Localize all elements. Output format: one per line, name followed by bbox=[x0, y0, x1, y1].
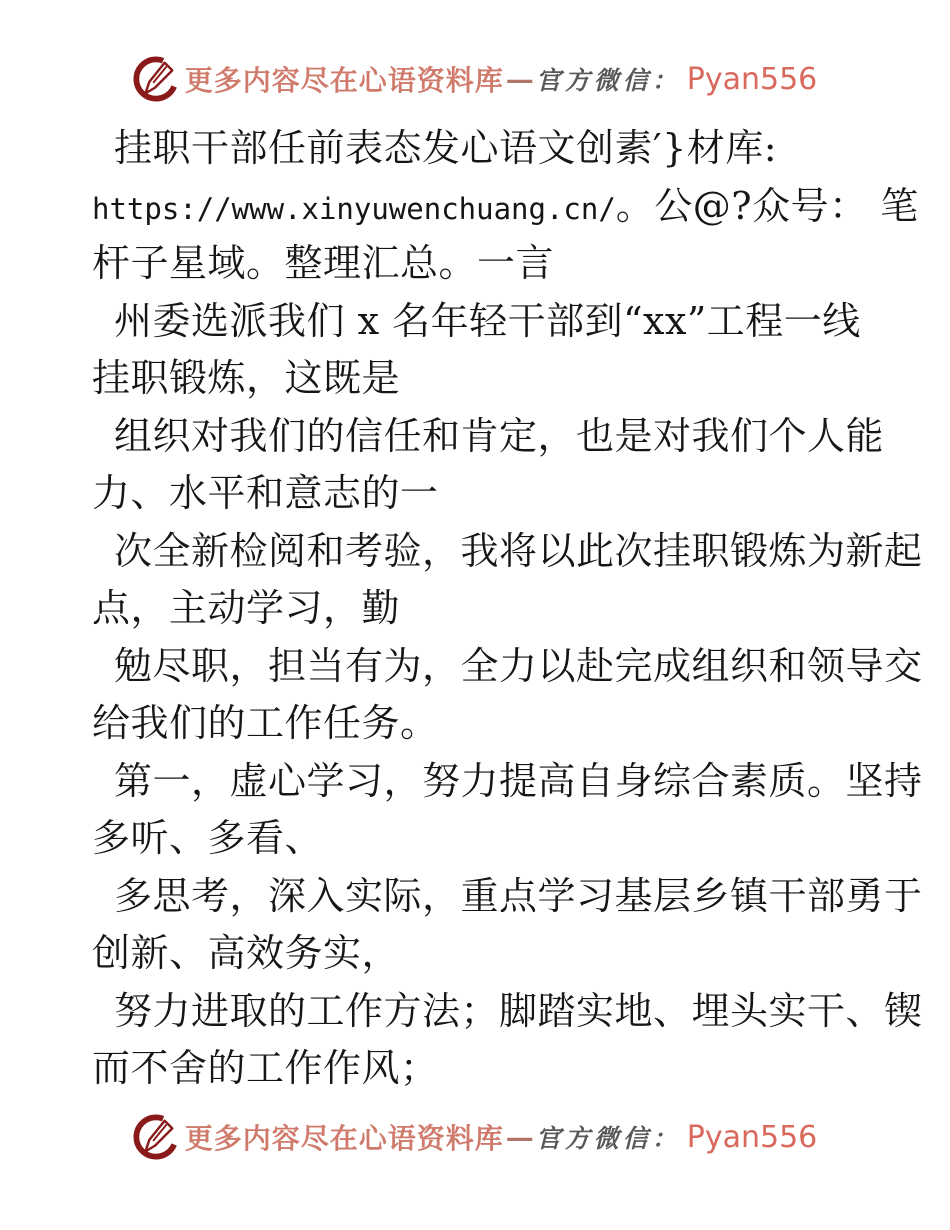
text-line: 挂职锻炼，这既是 bbox=[92, 356, 401, 400]
footer-wechat-id: Pyan556 bbox=[686, 1119, 818, 1155]
line-tail-text: 。公@?众号： 笔 bbox=[615, 183, 919, 228]
header-wechat-id: Pyan556 bbox=[686, 61, 818, 97]
text-line: 州委选派我们 x 名年轻干部到“xx”工程一线 bbox=[114, 298, 861, 343]
text-line: 创新、高效务实， bbox=[92, 931, 401, 975]
text-line: 第一，虚心学习，努力提高自身综合素质。坚持 bbox=[114, 758, 923, 803]
header-watermark bbox=[0, 56, 950, 102]
document-body bbox=[92, 120, 923, 1098]
text-line: 而不舍的工作作风； bbox=[92, 1046, 439, 1090]
footer-brand-text: 更多内容尽在心语资料库 bbox=[184, 1122, 504, 1155]
text-line: 点，主动学习，勤 bbox=[92, 586, 401, 630]
header-wechat-label: 官方微信： bbox=[535, 66, 681, 95]
footer-watermark bbox=[0, 1114, 950, 1160]
header-separator-dash: — bbox=[505, 62, 534, 96]
url-text: https://www.xinyuwenchuang.cn/ bbox=[92, 191, 616, 226]
text-line: 组织对我们的信任和肯定，也是对我们个人能 bbox=[114, 413, 885, 458]
footer-separator-dash: — bbox=[505, 1120, 534, 1154]
text-line: 力、水平和意志的一 bbox=[92, 471, 439, 515]
text-line: 杆子星域。整理汇总。一言 bbox=[92, 241, 555, 285]
text-line: 给我们的工作任务。 bbox=[92, 701, 439, 745]
text-line: 次全新检阅和考验，我将以此次挂职锻炼为新起 bbox=[114, 528, 923, 573]
text-line: 多思考，深入实际，重点学习基层乡镇干部勇于 bbox=[114, 873, 923, 918]
text-line: 勉尽职，担当有为，全力以赴完成组织和领导交 bbox=[114, 643, 923, 688]
pen-circle-logo-icon bbox=[133, 56, 179, 102]
footer-wechat-label: 官方微信： bbox=[535, 1124, 681, 1153]
header-brand-text: 更多内容尽在心语资料库 bbox=[184, 64, 504, 97]
pen-circle-logo-icon bbox=[133, 1114, 179, 1160]
text-line bbox=[92, 178, 919, 236]
text-line: 多听、多看、 bbox=[92, 816, 324, 860]
text-line: 挂职干部任前表态发心语文创素′}材库: bbox=[114, 126, 778, 170]
text-line: 努力进取的工作方法；脚踏实地、埋头实干、锲 bbox=[114, 988, 923, 1033]
